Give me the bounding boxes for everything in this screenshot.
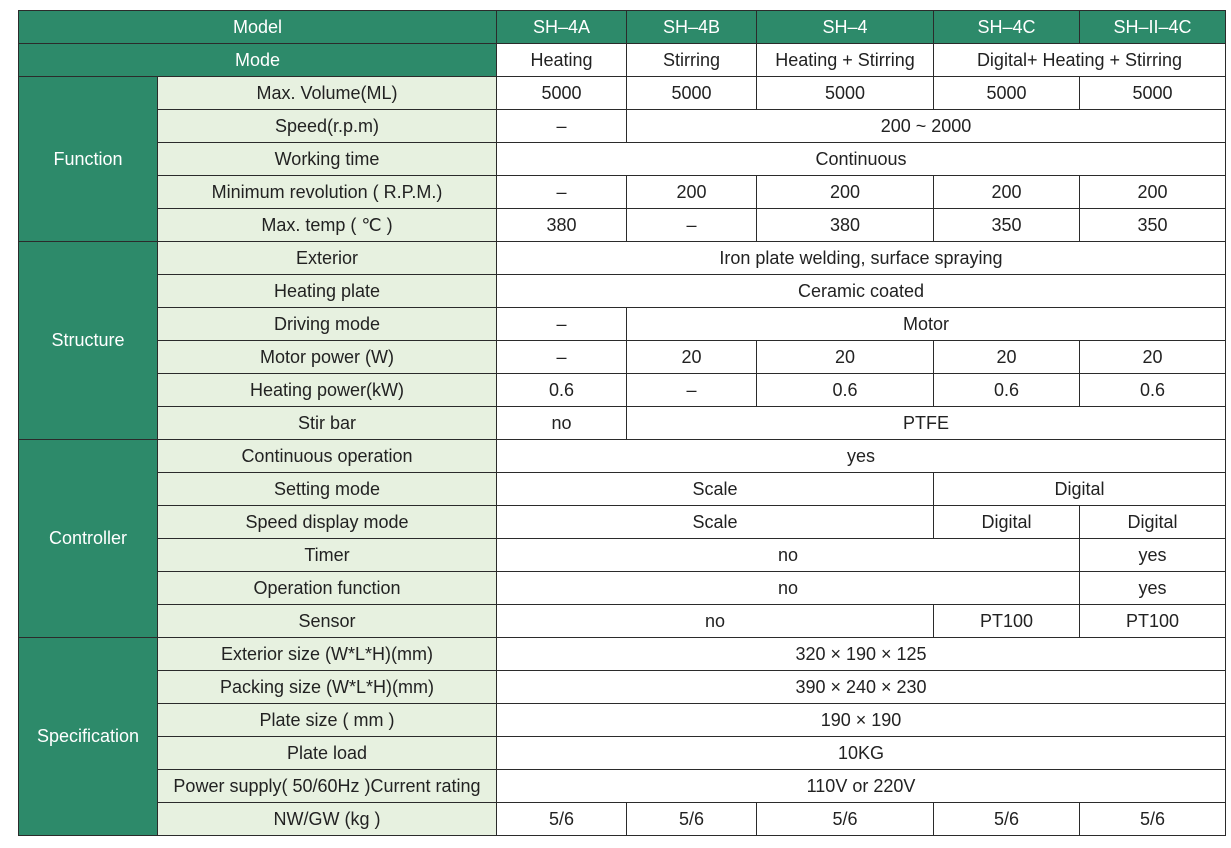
cell-value: 5000: [1080, 77, 1226, 110]
cell-value: Scale: [497, 473, 934, 506]
cell-value: 110V or 220V: [497, 770, 1226, 803]
mode-row: [19, 44, 1226, 77]
cell-value: –: [497, 110, 627, 143]
row-label: Timer: [158, 539, 497, 572]
cell-value: –: [497, 308, 627, 341]
table-row: [19, 242, 1226, 275]
table-row: [19, 440, 1226, 473]
cell-value: –: [497, 176, 627, 209]
table-row: [19, 275, 1226, 308]
cell-value: PT100: [934, 605, 1080, 638]
table-row: [19, 209, 1226, 242]
cell-value: yes: [1080, 572, 1226, 605]
row-label: Packing size (W*L*H)(mm): [158, 671, 497, 704]
table-row: [19, 671, 1226, 704]
row-label: NW/GW (kg ): [158, 803, 497, 836]
table-row: [19, 176, 1226, 209]
cell-value: 5/6: [757, 803, 934, 836]
table-row: [19, 539, 1226, 572]
mode-header-label: Mode: [19, 44, 497, 77]
mode-value: Heating + Stirring: [757, 44, 934, 77]
cell-value: Digital: [934, 473, 1226, 506]
row-label: Exterior: [158, 242, 497, 275]
row-label: Speed(r.p.m): [158, 110, 497, 143]
cell-value: 190 × 190: [497, 704, 1226, 737]
cell-value: no: [497, 572, 1080, 605]
model-row: [19, 11, 1226, 44]
cell-value: 5000: [934, 77, 1080, 110]
row-label: Stir bar: [158, 407, 497, 440]
cell-value: 20: [627, 341, 757, 374]
mode-value: Digital+ Heating + Stirring: [934, 44, 1226, 77]
cell-value: 0.6: [1080, 374, 1226, 407]
cell-value: –: [627, 374, 757, 407]
model-name: SH–4A: [497, 11, 627, 44]
group-label-function: Function: [19, 77, 158, 242]
cell-value: no: [497, 539, 1080, 572]
cell-value: 380: [757, 209, 934, 242]
cell-value: 20: [757, 341, 934, 374]
model-name: SH–4: [757, 11, 934, 44]
cell-value: Scale: [497, 506, 934, 539]
cell-value: –: [497, 341, 627, 374]
table-row: [19, 737, 1226, 770]
row-label: Max. Volume(ML): [158, 77, 497, 110]
model-header-label: Model: [19, 11, 497, 44]
table-row: [19, 506, 1226, 539]
cell-value: 390 × 240 × 230: [497, 671, 1226, 704]
cell-value: –: [627, 209, 757, 242]
cell-value: 10KG: [497, 737, 1226, 770]
spec-table: [18, 10, 1226, 836]
row-label: Continuous operation: [158, 440, 497, 473]
cell-value: 0.6: [757, 374, 934, 407]
mode-value: Heating: [497, 44, 627, 77]
cell-value: Continuous: [497, 143, 1226, 176]
cell-value: 5000: [757, 77, 934, 110]
cell-value: 320 × 190 × 125: [497, 638, 1226, 671]
cell-value: 20: [1080, 341, 1226, 374]
cell-value: 5000: [627, 77, 757, 110]
row-label: Power supply( 50/60Hz )Current rating: [158, 770, 497, 803]
table-row: [19, 704, 1226, 737]
row-label: Plate size ( mm ): [158, 704, 497, 737]
row-label: Exterior size (W*L*H)(mm): [158, 638, 497, 671]
cell-value: 350: [1080, 209, 1226, 242]
row-label: Driving mode: [158, 308, 497, 341]
table-row: [19, 638, 1226, 671]
row-label: Sensor: [158, 605, 497, 638]
row-label: Minimum revolution ( R.P.M.): [158, 176, 497, 209]
cell-value: no: [497, 605, 934, 638]
table-row: [19, 572, 1226, 605]
table-row: [19, 143, 1226, 176]
model-name: SH–II–4C: [1080, 11, 1226, 44]
group-label-specification: Specification: [19, 638, 158, 836]
model-name: SH–4B: [627, 11, 757, 44]
cell-value: yes: [497, 440, 1226, 473]
cell-value: 0.6: [934, 374, 1080, 407]
cell-value: 200: [934, 176, 1080, 209]
row-label: Setting mode: [158, 473, 497, 506]
table-row: [19, 77, 1226, 110]
cell-value: yes: [1080, 539, 1226, 572]
cell-value: Digital: [1080, 506, 1226, 539]
model-name: SH–4C: [934, 11, 1080, 44]
mode-value: Stirring: [627, 44, 757, 77]
row-label: Heating plate: [158, 275, 497, 308]
cell-value: 380: [497, 209, 627, 242]
cell-value: 5/6: [497, 803, 627, 836]
cell-value: 5/6: [934, 803, 1080, 836]
cell-value: PT100: [1080, 605, 1226, 638]
row-label: Working time: [158, 143, 497, 176]
row-label: Plate load: [158, 737, 497, 770]
table-row: [19, 110, 1226, 143]
row-label: Operation function: [158, 572, 497, 605]
table-row: [19, 605, 1226, 638]
row-label: Heating power(kW): [158, 374, 497, 407]
row-label: Max. temp ( ℃ ): [158, 209, 497, 242]
cell-value: 5000: [497, 77, 627, 110]
cell-value: 20: [934, 341, 1080, 374]
table-row: [19, 374, 1226, 407]
table-row: [19, 473, 1226, 506]
group-label-controller: Controller: [19, 440, 158, 638]
cell-value: 0.6: [497, 374, 627, 407]
cell-value: Digital: [934, 506, 1080, 539]
cell-value: Iron plate welding, surface spraying: [497, 242, 1226, 275]
cell-value: 200 ~ 2000: [627, 110, 1226, 143]
row-label: Motor power (W): [158, 341, 497, 374]
cell-value: 5/6: [1080, 803, 1226, 836]
table-row: [19, 803, 1226, 836]
cell-value: Motor: [627, 308, 1226, 341]
cell-value: 5/6: [627, 803, 757, 836]
cell-value: 200: [757, 176, 934, 209]
table-row: [19, 308, 1226, 341]
cell-value: Ceramic coated: [497, 275, 1226, 308]
cell-value: PTFE: [627, 407, 1226, 440]
table-row: [19, 407, 1226, 440]
cell-value: 350: [934, 209, 1080, 242]
table-row: [19, 341, 1226, 374]
cell-value: 200: [627, 176, 757, 209]
cell-value: no: [497, 407, 627, 440]
group-label-structure: Structure: [19, 242, 158, 440]
row-label: Speed display mode: [158, 506, 497, 539]
table-row: [19, 770, 1226, 803]
cell-value: 200: [1080, 176, 1226, 209]
